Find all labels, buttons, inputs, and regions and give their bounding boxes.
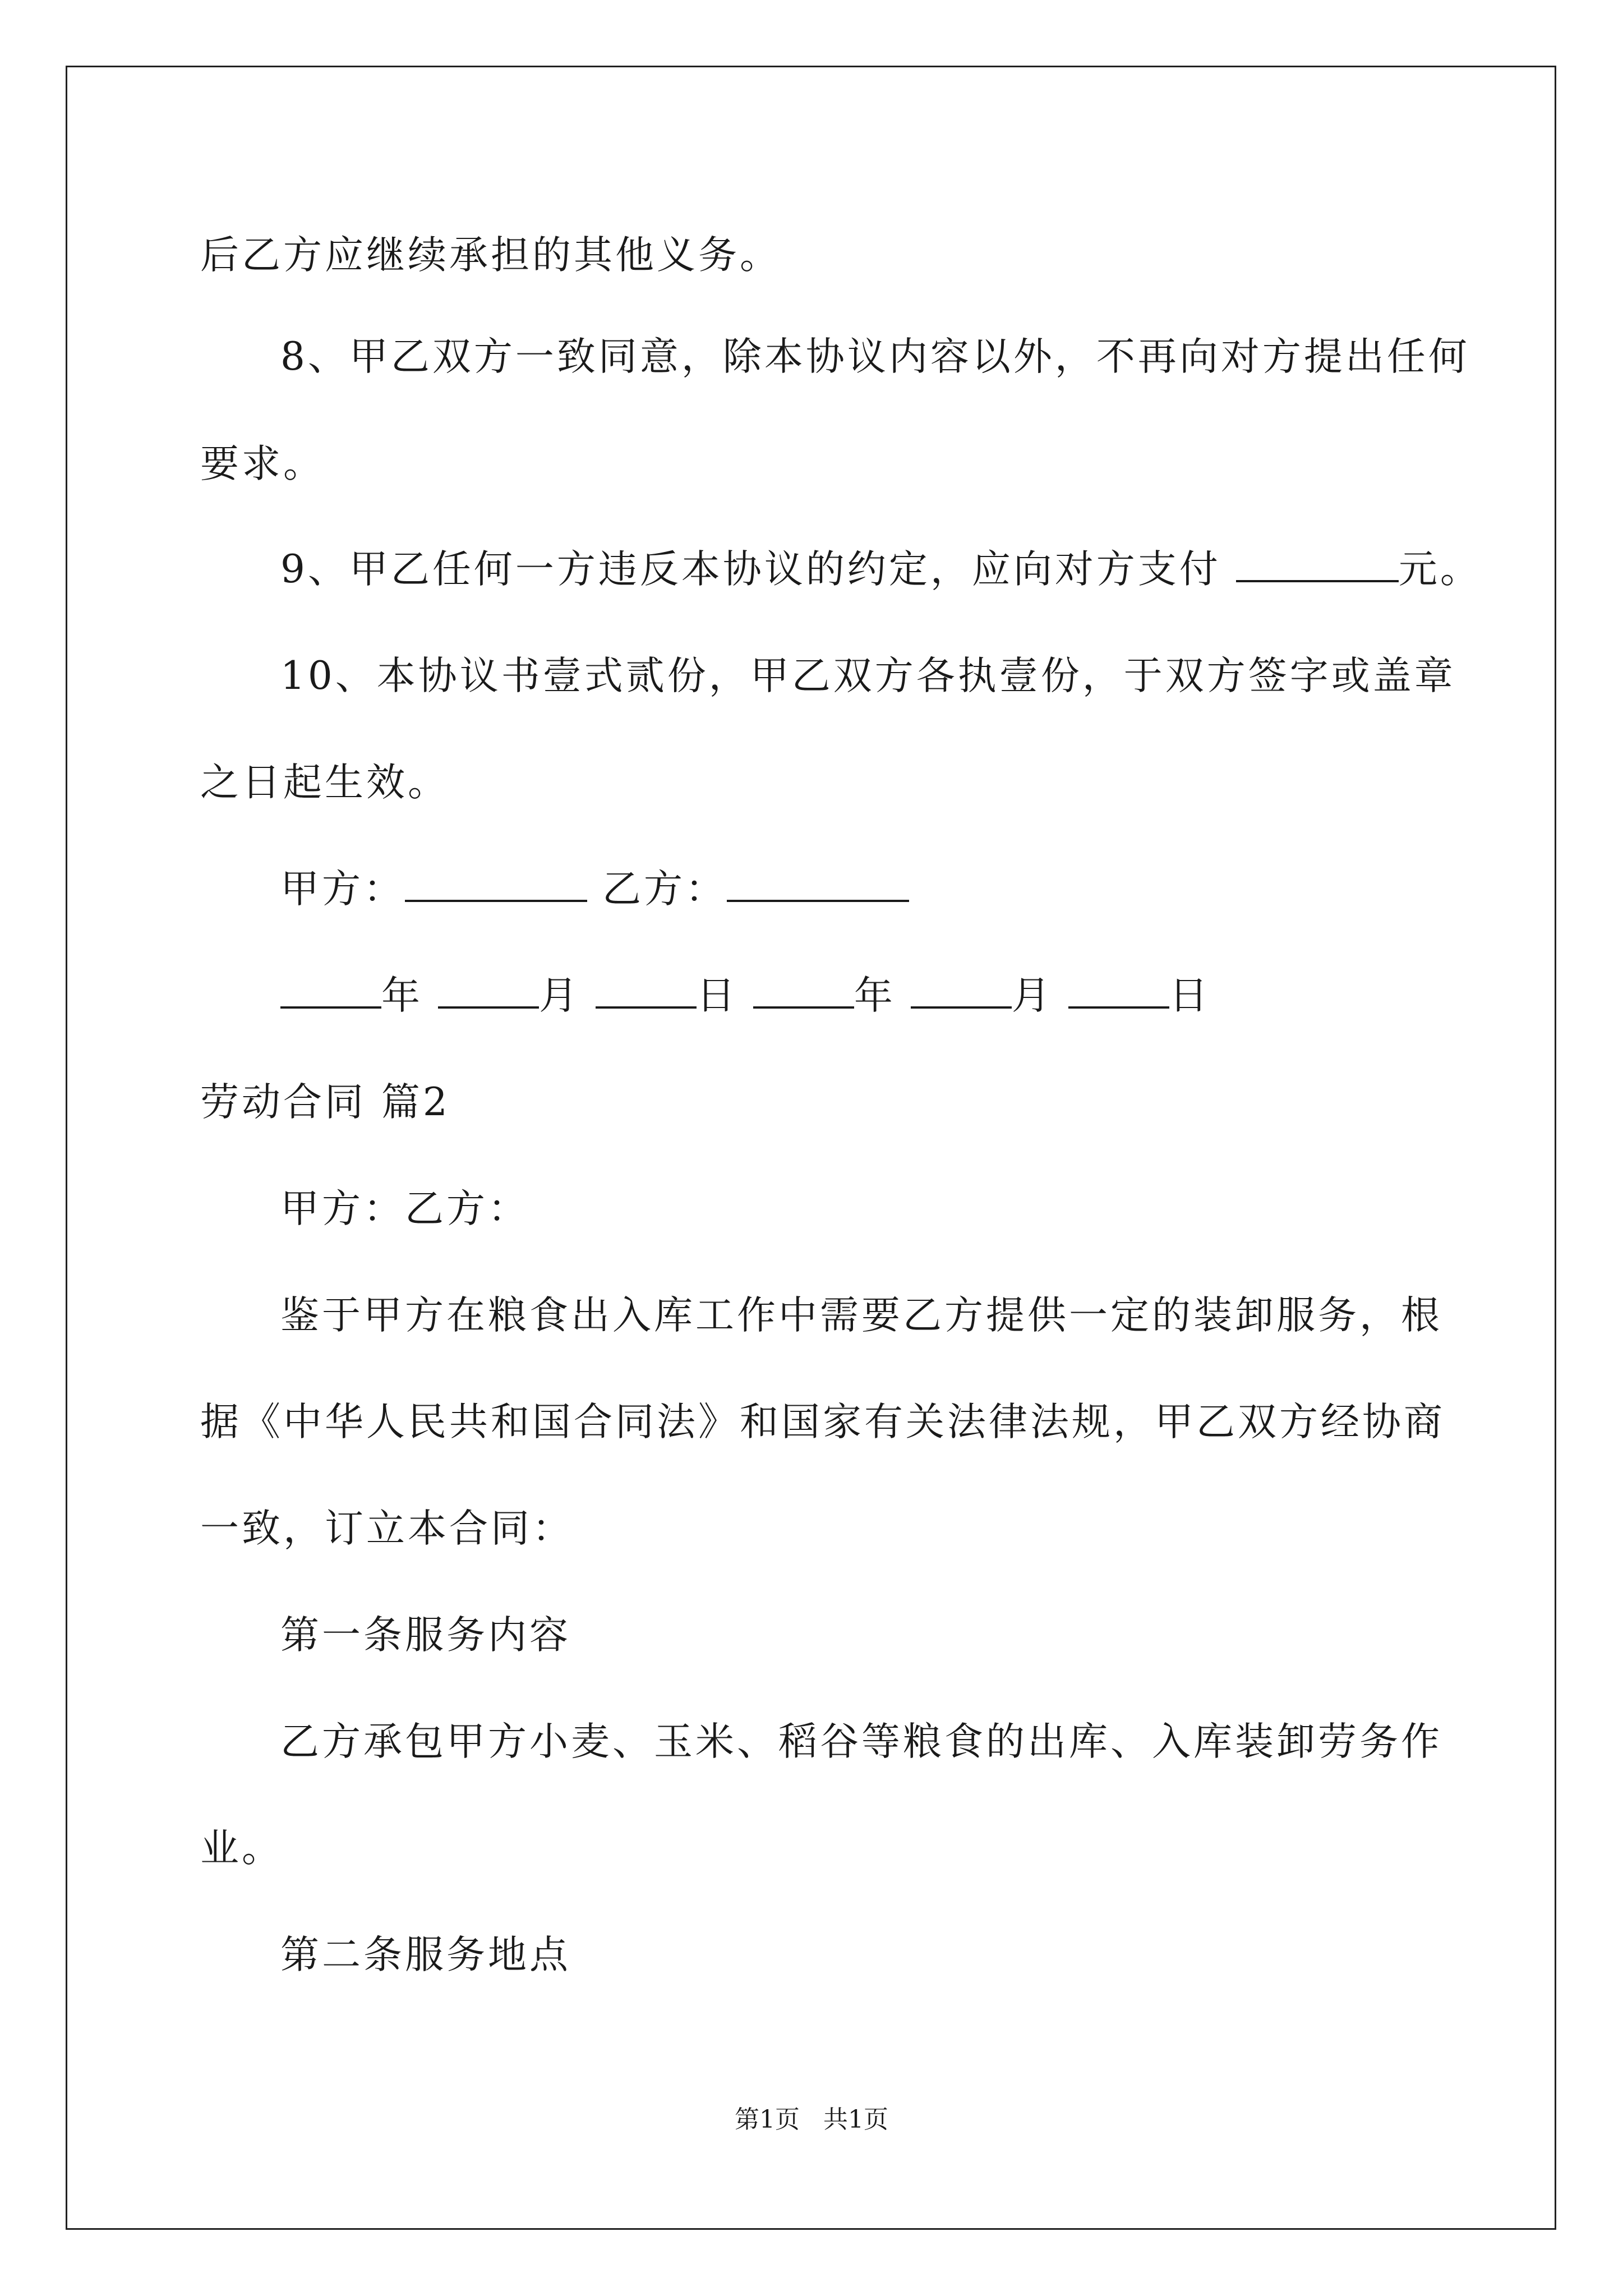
day-blank-b — [1068, 974, 1169, 1009]
signature-line: 甲方： 乙方： — [280, 867, 909, 912]
month-blank-b — [911, 974, 1012, 1009]
article-1-text-cont: 业。 — [200, 1826, 283, 1871]
text-line-3: 要求。 — [200, 441, 325, 486]
preamble-line-2: 据《中华人民共和国合同法》和国家有关法律法规，甲乙双方经协商 — [200, 1400, 1445, 1444]
year-blank-a — [280, 974, 381, 1009]
clause-9: 9、甲乙任何一方违反本协议的约定，应向对方支付 元。 — [280, 547, 1482, 592]
page-border — [66, 66, 1556, 2230]
party-b-blank — [727, 867, 909, 902]
clause-8: 8、甲乙双方一致同意，除本协议内容以外，不再向对方提出任何 — [280, 334, 1470, 379]
preamble-line-1: 鉴于甲方在粮食出入库工作中需要乙方提供一定的装卸服务，根 — [280, 1293, 1442, 1338]
article-1-text: 乙方承包甲方小麦、玉米、稻谷等粮食的出库、入库装卸劳务作 — [280, 1719, 1442, 1764]
day-blank-a — [596, 974, 697, 1009]
text-line-1: 后乙方应继续承担的其他义务。 — [200, 233, 781, 278]
month-blank-a — [438, 974, 539, 1009]
preamble-line-3: 一致，订立本合同： — [200, 1506, 574, 1551]
date-line: 年 月 日 年 月 日 — [280, 973, 1211, 1018]
section-heading: 劳动合同 篇2 — [200, 1080, 450, 1125]
parties-line: 甲方：乙方： — [280, 1186, 529, 1231]
year-blank-b — [753, 974, 854, 1009]
text-line-7: 之日起生效。 — [200, 760, 449, 805]
page-footer: 第1页 共1页 — [735, 2105, 888, 2134]
article-1-heading: 第一条服务内容 — [280, 1613, 571, 1658]
article-2-heading: 第二条服务地点 — [280, 1932, 571, 1977]
amount-blank — [1236, 547, 1399, 582]
clause-10: 10、本协议书壹式贰份，甲乙双方各执壹份，于双方签字或盖章 — [280, 654, 1456, 698]
party-a-blank — [405, 867, 587, 902]
